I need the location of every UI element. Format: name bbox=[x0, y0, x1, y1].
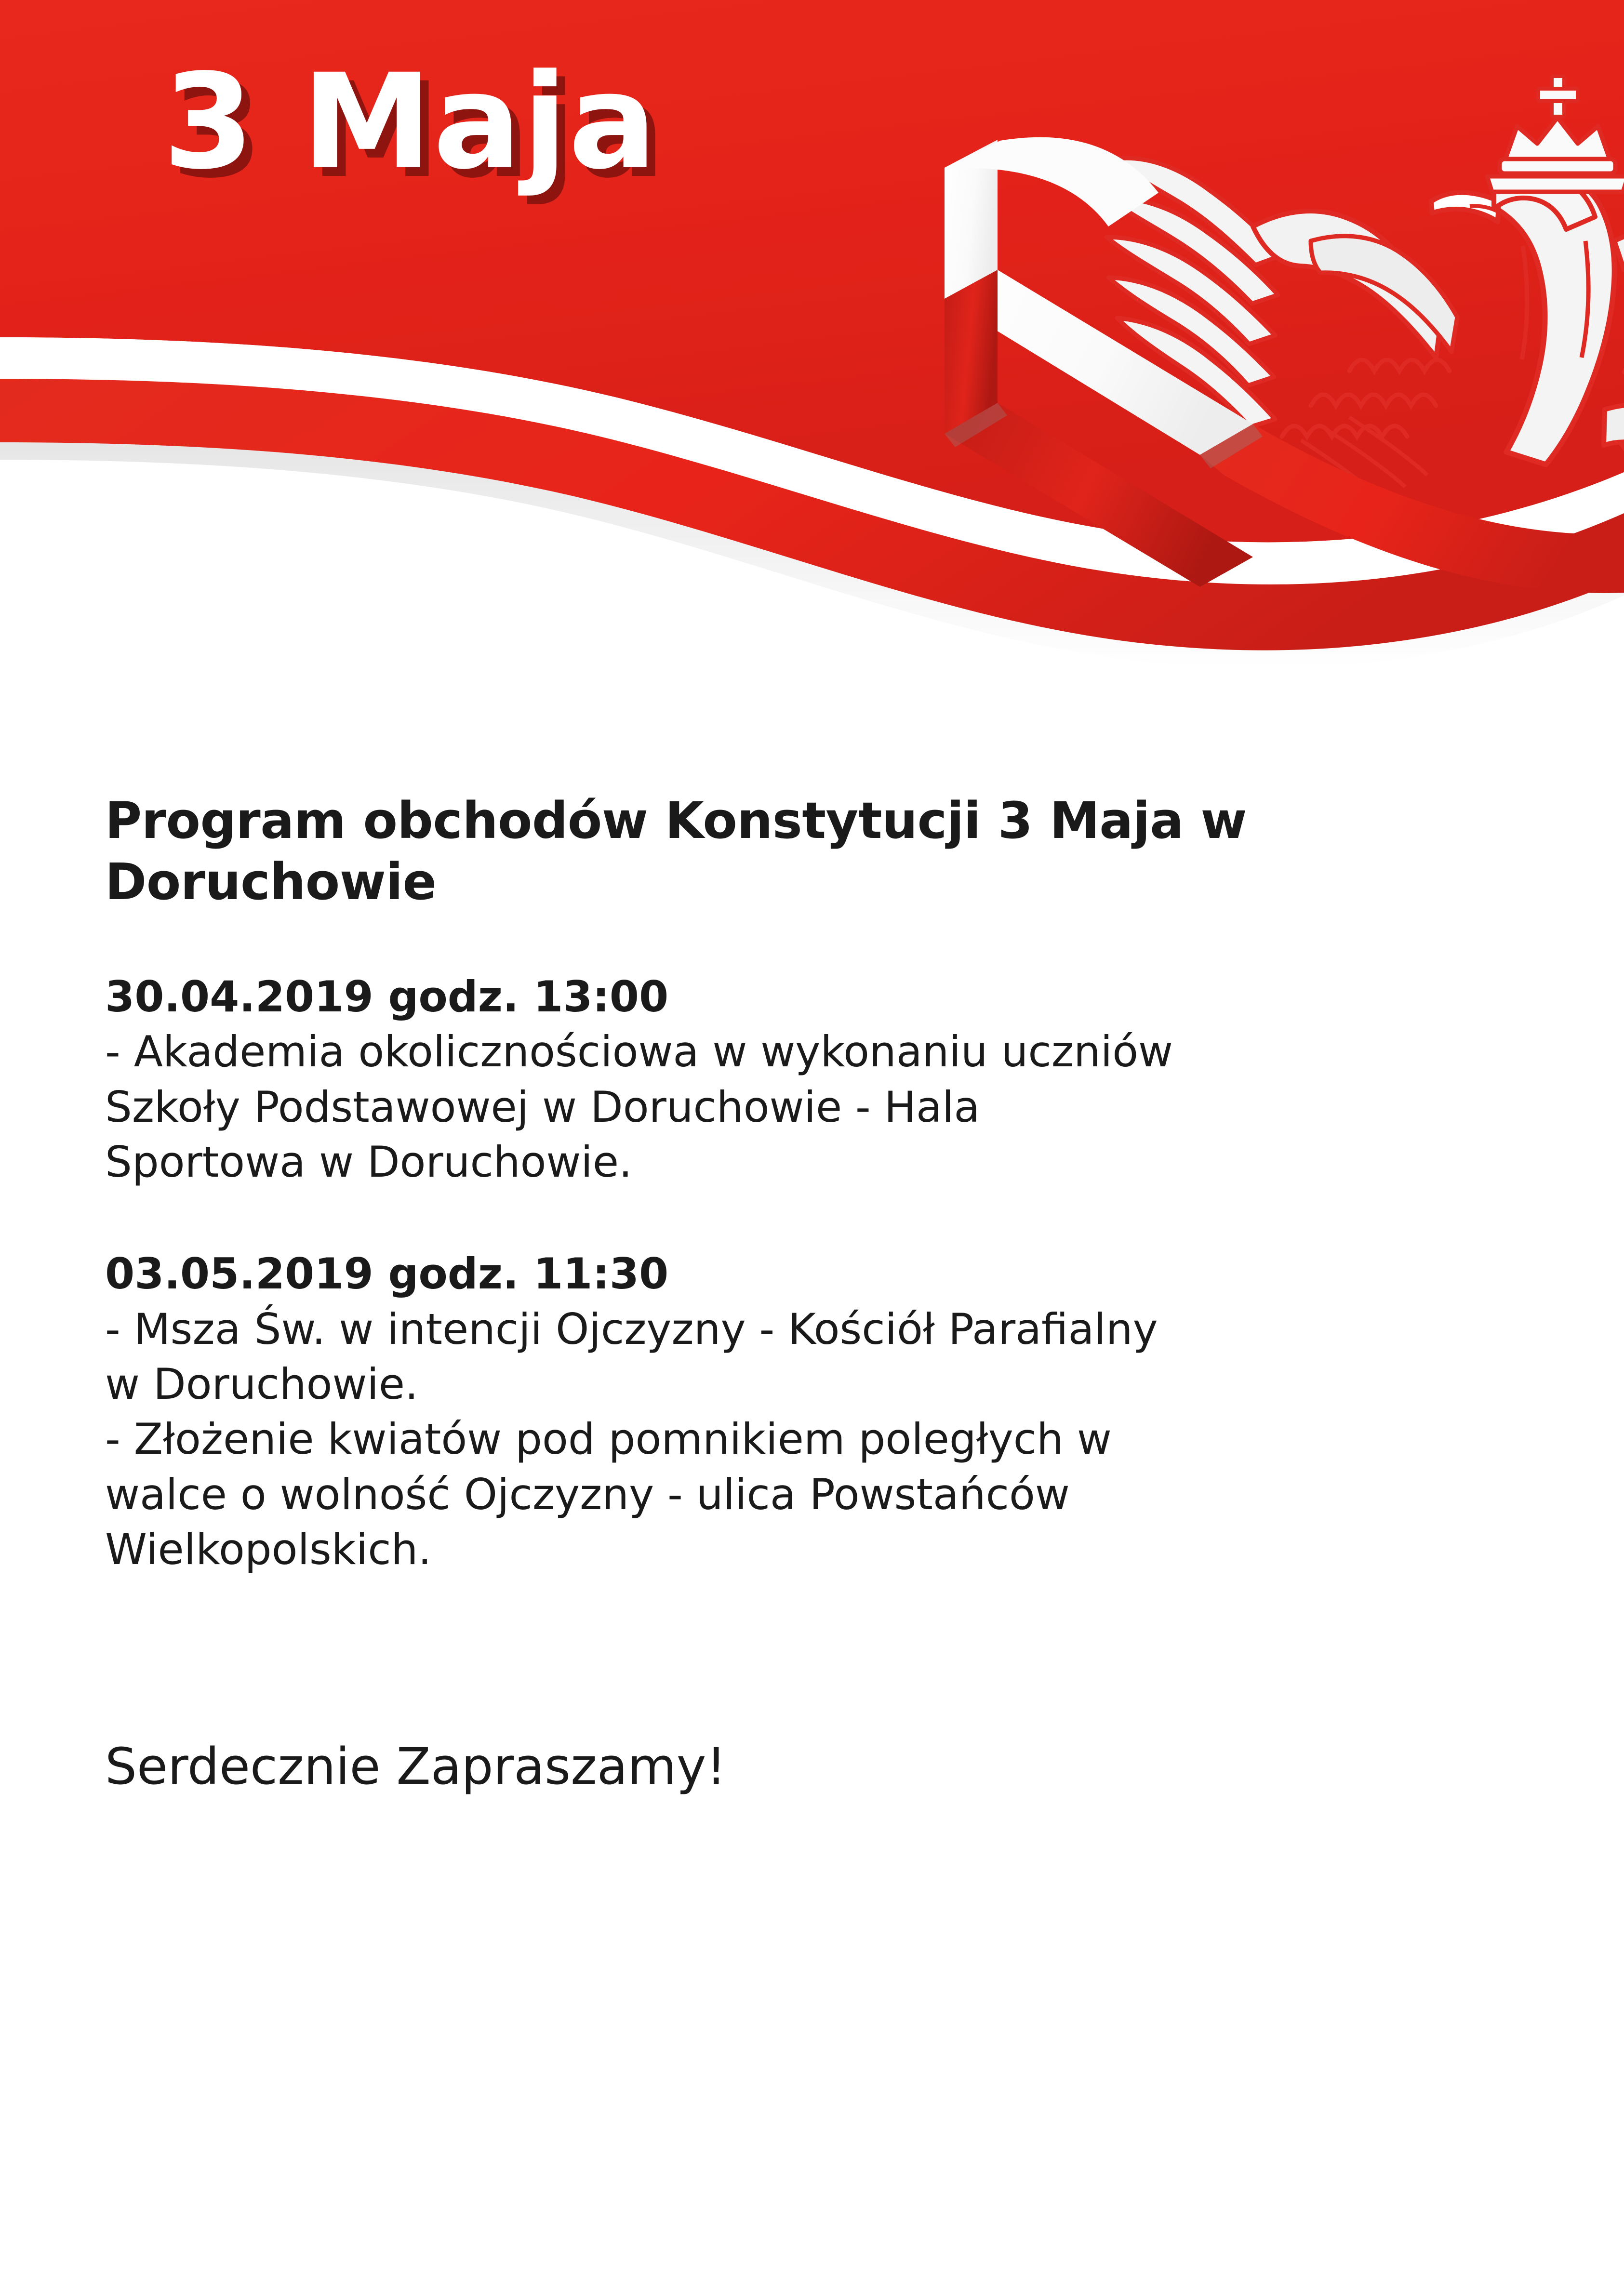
event-1-datetime: 30.04.2019 godz. 13:00 bbox=[105, 971, 669, 1022]
invitation-text: Serdecznie Zapraszamy! bbox=[105, 1737, 727, 1796]
event-2-line-5: Wielkopolskich. bbox=[105, 1525, 432, 1575]
event-1-line-1: - Akademia okolicznościowa w wykonaniu uczniów bbox=[105, 1027, 1173, 1077]
event-2-line-1: - Msza Św. w intencji Ojczyzny - Kościół Parafialny bbox=[105, 1304, 1158, 1354]
event-2-line-3: - Złożenie kwiatów pod pomnikiem poległych w bbox=[105, 1414, 1112, 1464]
event-2-line-4: walce o wolność Ojczyzny - ulica Powstańców bbox=[105, 1469, 1070, 1519]
event-2-line-2: w Doruchowie. bbox=[105, 1359, 419, 1409]
page-title: 3 Maja bbox=[163, 46, 658, 199]
poster-content bbox=[105, 790, 1527, 1796]
program-heading: Program obchodów Konstytucji 3 Maja w Doruchowie bbox=[105, 791, 1247, 911]
event-1-line-3: Sportowa w Doruchowie. bbox=[105, 1137, 632, 1187]
event-block-1 bbox=[105, 969, 1527, 1190]
event-block-2 bbox=[105, 1247, 1527, 1577]
event-2-datetime: 03.05.2019 godz. 11:30 bbox=[105, 1249, 669, 1299]
event-1-line-2: Szkoły Podstawowej w Doruchowie - Hala bbox=[105, 1082, 980, 1132]
